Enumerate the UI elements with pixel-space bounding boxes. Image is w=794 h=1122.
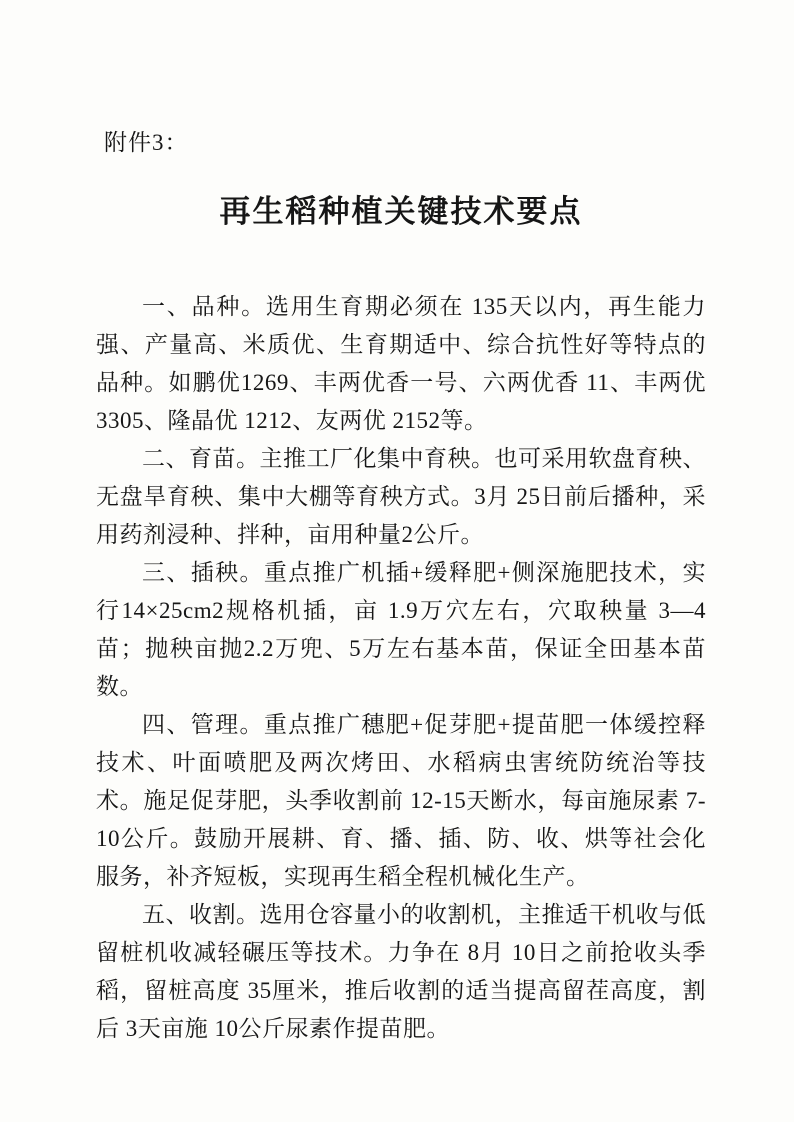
- paragraph-1-varieties: 一、品种。选用生育期必须在 135天以内，再生能力强、产量高、米质优、生育期适中、综合抗性好等特点的品种。如鹏优1269、丰两优香一号、六两优香 11、丰两优 3305、隆晶优 1212、友两优 2152等。: [96, 294, 706, 433]
- paragraph-4-management: 四、管理。重点推广穗肥+促芽肥+提苗肥一体缓控释技术、叶面喷肥及两次烤田、水稻病虫害统防统治等技术。施足促芽肥，头季收割前 12-15天断水，每亩施尿素 7-10公斤。鼓励开展耕、育、播、插、防、收、烘等社会化服务，补齐短板，实现再生稻全程机械化生产。: [96, 712, 706, 889]
- paragraph-5-harvest: 五、收割。选用仓容量小的收割机，主推适干机收与低留桩机收减轻碾压等技术。力争在 8月 10日之前抢收头季稻，留桩高度 35厘米，推后收割的适当提高留茬高度，割后 3天亩施 10公斤尿素作提苗肥。: [96, 902, 706, 1041]
- document-body: [96, 288, 706, 1048]
- document-title: 再生稻种植关键技术要点: [219, 194, 583, 229]
- paragraph-2-seedling-raising: 二、育苗。主推工厂化集中育秧。也可采用软盘育秧、无盘旱育秧、集中大棚等育秧方式。3月 25日前后播种，采用药剂浸种、拌种，亩用种量2公斤。: [96, 446, 706, 547]
- attachment-label: 附件3：: [104, 130, 189, 155]
- paragraph-3-transplanting: 三、插秧。重点推广机插+缓释肥+侧深施肥技术，实行14×25cm2规格机插，亩 1.9万穴左右，穴取秧量 3—4苗；抛秧亩抛2.2万兜、5万左右基本苗，保证全田基本苗数。: [96, 560, 706, 699]
